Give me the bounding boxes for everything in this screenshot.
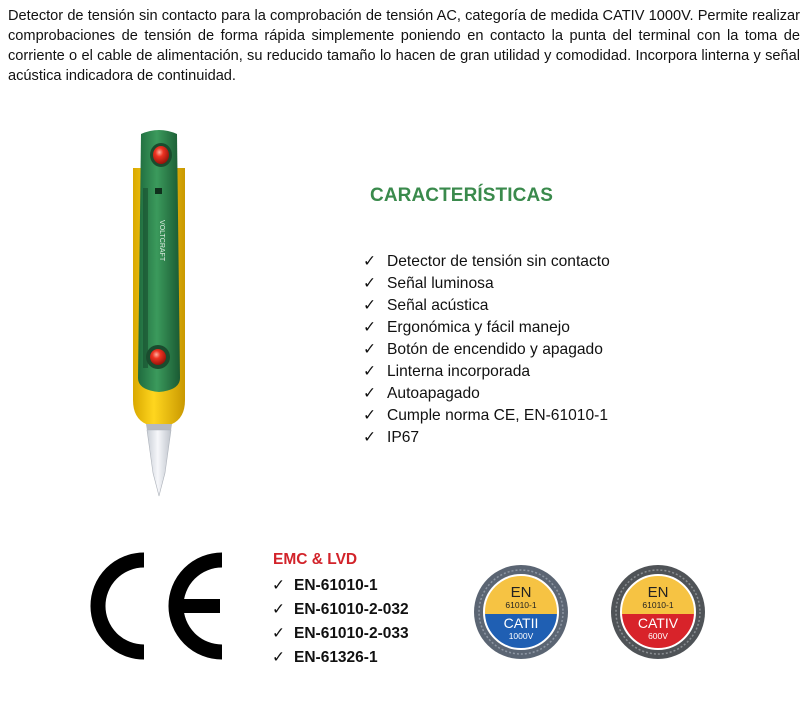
badge-standard-label: 61010-1 — [505, 600, 537, 610]
badge-category-label: CATIV — [637, 615, 679, 631]
voltage-tester-image — [124, 128, 194, 500]
feature-item — [363, 427, 610, 449]
standard-label: EN-61326-1 — [294, 649, 378, 666]
check-icon: ✓ — [272, 649, 285, 666]
check-icon: ✓ — [363, 429, 377, 446]
check-icon: ✓ — [363, 297, 377, 314]
check-icon: ✓ — [363, 407, 377, 424]
standard-item — [272, 622, 409, 646]
feature-item — [363, 251, 610, 273]
feature-item — [363, 339, 610, 361]
standard-item — [272, 574, 409, 598]
feature-label: Detector de tensión sin contacto — [387, 253, 610, 270]
badge-voltage-label: 1000V — [508, 631, 534, 641]
check-icon: ✓ — [363, 253, 377, 270]
check-icon: ✓ — [363, 275, 377, 292]
check-icon: ✓ — [363, 341, 377, 358]
badge-en-label: EN — [510, 584, 532, 601]
feature-item — [363, 383, 610, 405]
features-list — [363, 251, 610, 449]
standard-item — [272, 646, 409, 670]
feature-label: Botón de encendido y apagado — [387, 341, 603, 358]
features-title: CARACTERÍSTICAS — [370, 185, 554, 206]
check-icon: ✓ — [363, 363, 377, 380]
intro-paragraph: Detector de tensión sin contacto para la comprobación de tensión AC, categoría de medida CATIV 1000V. Permite realizar comprobaciones de tensión de forma rápida simplemente poniendo en contacto la punta del terminal con la toma de corriente o el cable de alimentación, su reducido tamaño lo hacen de gran utilidad y comodidad. Incorpora linterna y señal acústica indicadora de continuidad. — [8, 8, 800, 84]
check-icon: ✓ — [363, 319, 377, 336]
feature-label: Linterna incorporada — [387, 363, 531, 380]
cat-ii-badge — [473, 564, 569, 660]
feature-item — [363, 273, 610, 295]
standard-item — [272, 598, 409, 622]
check-icon: ✓ — [272, 601, 285, 618]
badge-category-label: CATII — [503, 615, 539, 631]
ce-mark-logo — [84, 546, 234, 666]
feature-label: Ergonómica y fácil manejo — [387, 319, 570, 336]
standard-label: EN-61010-2-032 — [294, 601, 409, 618]
badge-voltage-label: 600V — [648, 631, 668, 641]
feature-label: Señal acústica — [387, 297, 489, 314]
standards-title: EMC & LVD — [273, 551, 358, 568]
standard-label: EN-61010-1 — [294, 577, 378, 594]
standard-label: EN-61010-2-033 — [294, 625, 409, 642]
check-icon: ✓ — [272, 625, 285, 642]
feature-item — [363, 317, 610, 339]
check-icon: ✓ — [272, 577, 285, 594]
standards-list — [272, 574, 409, 670]
feature-label: Autoapagado — [387, 385, 480, 402]
badge-standard-label: 61010-1 — [642, 600, 674, 610]
feature-label: Señal luminosa — [387, 275, 494, 292]
feature-label: Cumple norma CE, EN-61010-1 — [387, 407, 609, 424]
feature-item — [363, 361, 610, 383]
feature-item — [363, 295, 610, 317]
check-icon: ✓ — [363, 385, 377, 402]
brand-label: VOLTCRAFT — [158, 220, 165, 262]
cat-iv-badge — [610, 564, 706, 660]
feature-item — [363, 405, 610, 427]
badge-en-label: EN — [647, 584, 669, 601]
feature-label: IP67 — [387, 429, 420, 446]
